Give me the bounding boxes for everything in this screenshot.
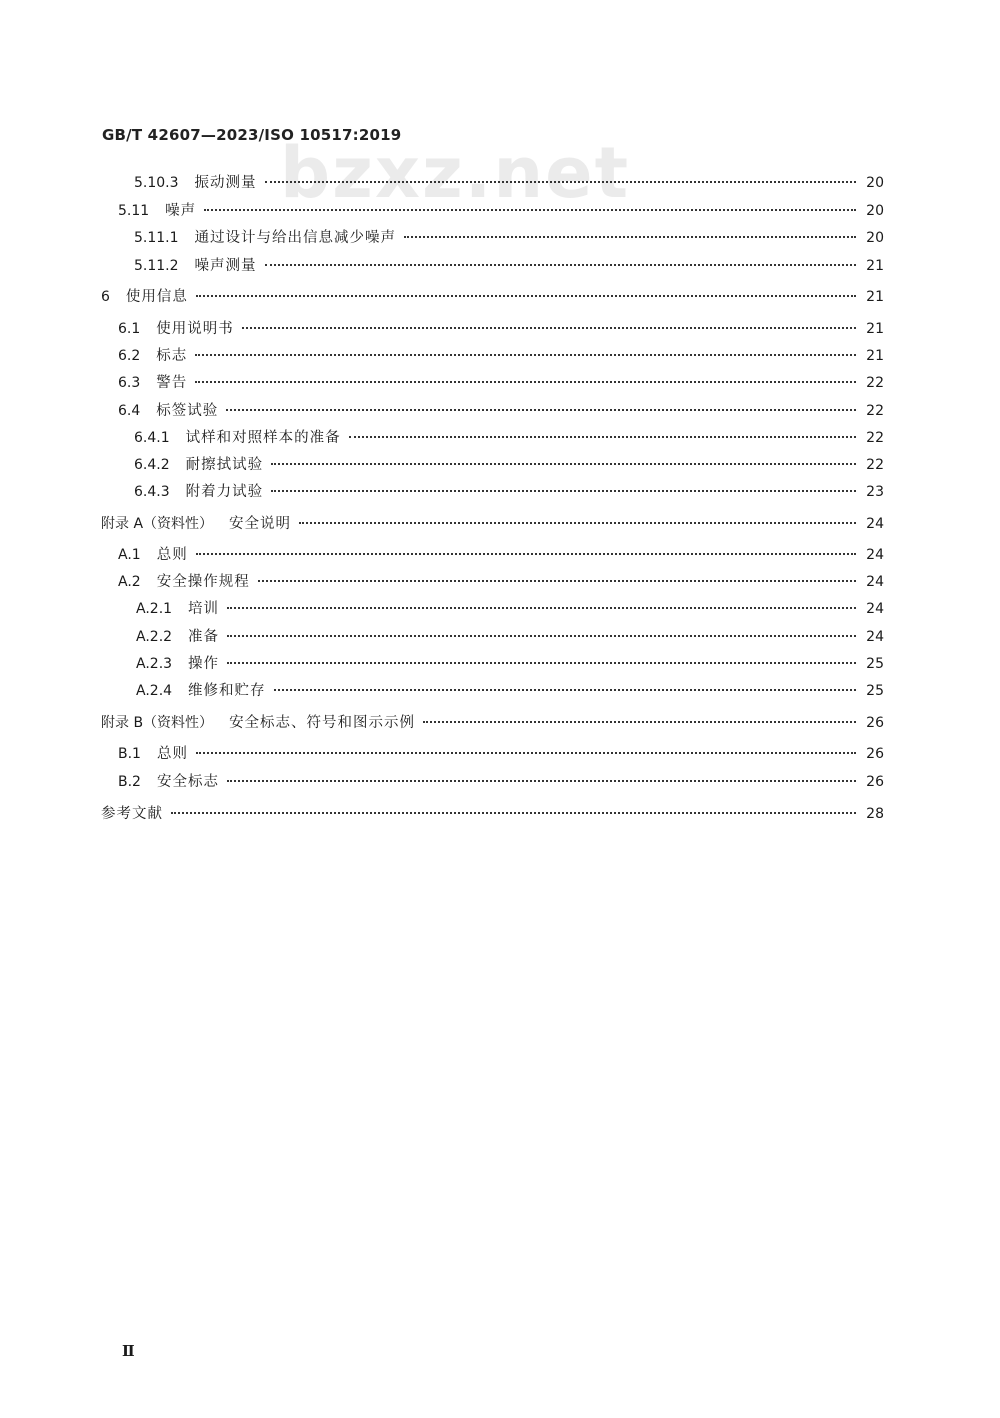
toc-entry-page: 21 bbox=[866, 348, 884, 364]
toc-entry-6-2[interactable] bbox=[118, 345, 884, 367]
toc-entry-6-1[interactable] bbox=[118, 318, 884, 340]
toc-entry-title: 总则 bbox=[156, 746, 188, 762]
toc-entry-5-10-3[interactable] bbox=[134, 172, 884, 194]
dot-leader bbox=[271, 463, 856, 465]
toc-entry-number: 5.11.1 bbox=[134, 230, 179, 246]
toc-entry-title: 通过设计与给出信息减少噪声 bbox=[194, 230, 397, 246]
toc-entry-title: 使用说明书 bbox=[156, 321, 234, 337]
toc-entry-number: 5.10.3 bbox=[134, 175, 179, 191]
toc-entry-page: 24 bbox=[866, 601, 884, 617]
toc-entry-a-2-2[interactable] bbox=[136, 626, 884, 648]
dot-leader bbox=[265, 181, 856, 183]
dot-leader bbox=[271, 490, 856, 492]
toc-entry-page: 21 bbox=[866, 289, 884, 305]
dot-leader bbox=[196, 295, 856, 297]
toc-entry-number: B.1 bbox=[118, 746, 141, 762]
toc-entry-number: A.2.2 bbox=[136, 629, 173, 645]
dot-leader bbox=[171, 812, 856, 814]
dot-leader bbox=[204, 209, 856, 211]
toc-entry-title: 噪声测量 bbox=[194, 258, 257, 274]
toc-entry-5-11-1[interactable] bbox=[134, 227, 884, 249]
toc-entry-number: 5.11 bbox=[118, 203, 150, 219]
toc-entry-title: 标签试验 bbox=[156, 403, 219, 419]
watermark: bzxz.net bbox=[280, 132, 631, 214]
toc-entry-title: 安全说明 bbox=[229, 516, 292, 532]
toc-entry-page: 26 bbox=[866, 715, 884, 731]
toc-entry-page: 21 bbox=[866, 258, 884, 274]
toc-entry-title: 准备 bbox=[188, 629, 220, 645]
toc-entry-page: 22 bbox=[866, 375, 884, 391]
toc-entry-annex-a[interactable] bbox=[101, 513, 884, 535]
toc-entry-title: 振动测量 bbox=[194, 175, 257, 191]
toc-entry-6-4[interactable] bbox=[118, 400, 884, 422]
toc-entry-title: 操作 bbox=[188, 656, 220, 672]
toc-entry-page: 22 bbox=[866, 403, 884, 419]
toc-entry-title: 培训 bbox=[188, 601, 220, 617]
toc-entry-6-4-3[interactable] bbox=[134, 481, 884, 503]
dot-leader bbox=[404, 236, 856, 238]
toc-entry-number: 6.2 bbox=[118, 348, 141, 364]
dot-leader bbox=[196, 752, 856, 754]
toc-entry-a-2-1[interactable] bbox=[136, 598, 884, 620]
toc-entry-number: B.2 bbox=[118, 774, 141, 790]
toc-entry-6[interactable] bbox=[101, 286, 884, 308]
toc-entry-a-2-4[interactable] bbox=[136, 680, 884, 702]
toc-entry-page: 22 bbox=[866, 457, 884, 473]
dot-leader bbox=[227, 662, 856, 664]
toc-entry-a-2-3[interactable] bbox=[136, 653, 884, 675]
toc-entry-page: 26 bbox=[866, 746, 884, 762]
dot-leader bbox=[226, 409, 856, 411]
toc-entry-page: 24 bbox=[866, 574, 884, 590]
toc-entry-6-4-2[interactable] bbox=[134, 454, 884, 476]
dot-leader bbox=[227, 780, 856, 782]
toc-entry-page: 28 bbox=[866, 806, 884, 822]
toc-entry-title: 安全标志、符号和图示示例 bbox=[229, 715, 416, 731]
standard-code-header: GB/T 42607—2023/ISO 10517:2019 bbox=[102, 126, 402, 144]
toc-entry-number: 6 bbox=[101, 289, 110, 305]
toc-entry-title: 警告 bbox=[156, 375, 188, 391]
toc-entry-number: A.2.4 bbox=[136, 683, 173, 699]
toc-entry-title: 噪声 bbox=[165, 203, 197, 219]
toc-entry-6-3[interactable] bbox=[118, 372, 884, 394]
toc-entry-number: 6.3 bbox=[118, 375, 141, 391]
toc-entry-number: 5.11.2 bbox=[134, 258, 179, 274]
toc-entry-page: 22 bbox=[866, 430, 884, 446]
toc-entry-page: 24 bbox=[866, 629, 884, 645]
page-number: Ⅱ bbox=[122, 1342, 135, 1360]
toc-entry-bibliography[interactable] bbox=[85, 803, 884, 825]
toc-entry-title: 附着力试验 bbox=[185, 484, 264, 500]
dot-leader bbox=[274, 689, 856, 691]
toc-entry-page: 21 bbox=[866, 321, 884, 337]
dot-leader bbox=[265, 264, 856, 266]
toc-entry-number: 6.4.3 bbox=[134, 484, 170, 500]
toc-entry-5-11[interactable] bbox=[118, 200, 884, 222]
toc-entry-number: A.2 bbox=[118, 574, 141, 590]
dot-leader bbox=[196, 553, 856, 555]
toc-entry-title: 参考文献 bbox=[101, 806, 163, 822]
toc-entry-title: 使用信息 bbox=[125, 289, 188, 305]
toc-entry-5-11-2[interactable] bbox=[134, 255, 884, 277]
toc-entry-number: A.2.3 bbox=[136, 656, 173, 672]
toc-entry-title: 维修和贮存 bbox=[188, 683, 266, 699]
toc-entry-title: 耐擦拭试验 bbox=[185, 457, 264, 473]
toc-entry-number: 6.4 bbox=[118, 403, 141, 419]
dot-leader bbox=[349, 436, 856, 438]
toc-entry-b-2[interactable] bbox=[118, 771, 884, 793]
toc-entry-6-4-1[interactable] bbox=[134, 427, 884, 449]
dot-leader bbox=[227, 635, 856, 637]
toc-entry-title: 总则 bbox=[156, 547, 188, 563]
toc-entry-page: 20 bbox=[866, 230, 884, 246]
toc-entry-title: 安全标志 bbox=[156, 774, 219, 790]
toc-entry-a-2[interactable] bbox=[118, 571, 884, 593]
dot-leader bbox=[258, 580, 856, 582]
toc-entry-number: 6.1 bbox=[118, 321, 141, 337]
toc-entry-a-1[interactable] bbox=[118, 544, 884, 566]
toc-entry-b-1[interactable] bbox=[118, 743, 884, 765]
toc-entry-page: 26 bbox=[866, 774, 884, 790]
toc-entry-title: 试样和对照样本的准备 bbox=[185, 430, 341, 446]
toc-entry-number: 附录 A（资料性） bbox=[101, 516, 214, 532]
dot-leader bbox=[299, 522, 856, 524]
dot-leader bbox=[227, 607, 856, 609]
dot-leader bbox=[242, 327, 856, 329]
toc-entry-page: 25 bbox=[866, 656, 884, 672]
toc-entry-number: 附录 B（资料性） bbox=[101, 715, 214, 731]
toc-entry-title: 安全操作规程 bbox=[156, 574, 250, 590]
toc-entry-number: 6.4.2 bbox=[134, 457, 170, 473]
dot-leader bbox=[423, 721, 856, 723]
toc-entry-number: A.2.1 bbox=[136, 601, 173, 617]
dot-leader bbox=[195, 354, 856, 356]
toc-entry-page: 25 bbox=[866, 683, 884, 699]
toc-entry-page: 20 bbox=[866, 175, 884, 191]
toc-entry-page: 20 bbox=[866, 203, 884, 219]
toc-entry-page: 24 bbox=[866, 547, 884, 563]
toc-entry-number: 6.4.1 bbox=[134, 430, 170, 446]
toc-entry-title: 标志 bbox=[156, 348, 188, 364]
toc-entry-page: 23 bbox=[866, 484, 884, 500]
dot-leader bbox=[195, 381, 856, 383]
toc-entry-number: A.1 bbox=[118, 547, 141, 563]
toc-entry-annex-b[interactable] bbox=[101, 712, 884, 734]
toc-entry-page: 24 bbox=[866, 516, 884, 532]
